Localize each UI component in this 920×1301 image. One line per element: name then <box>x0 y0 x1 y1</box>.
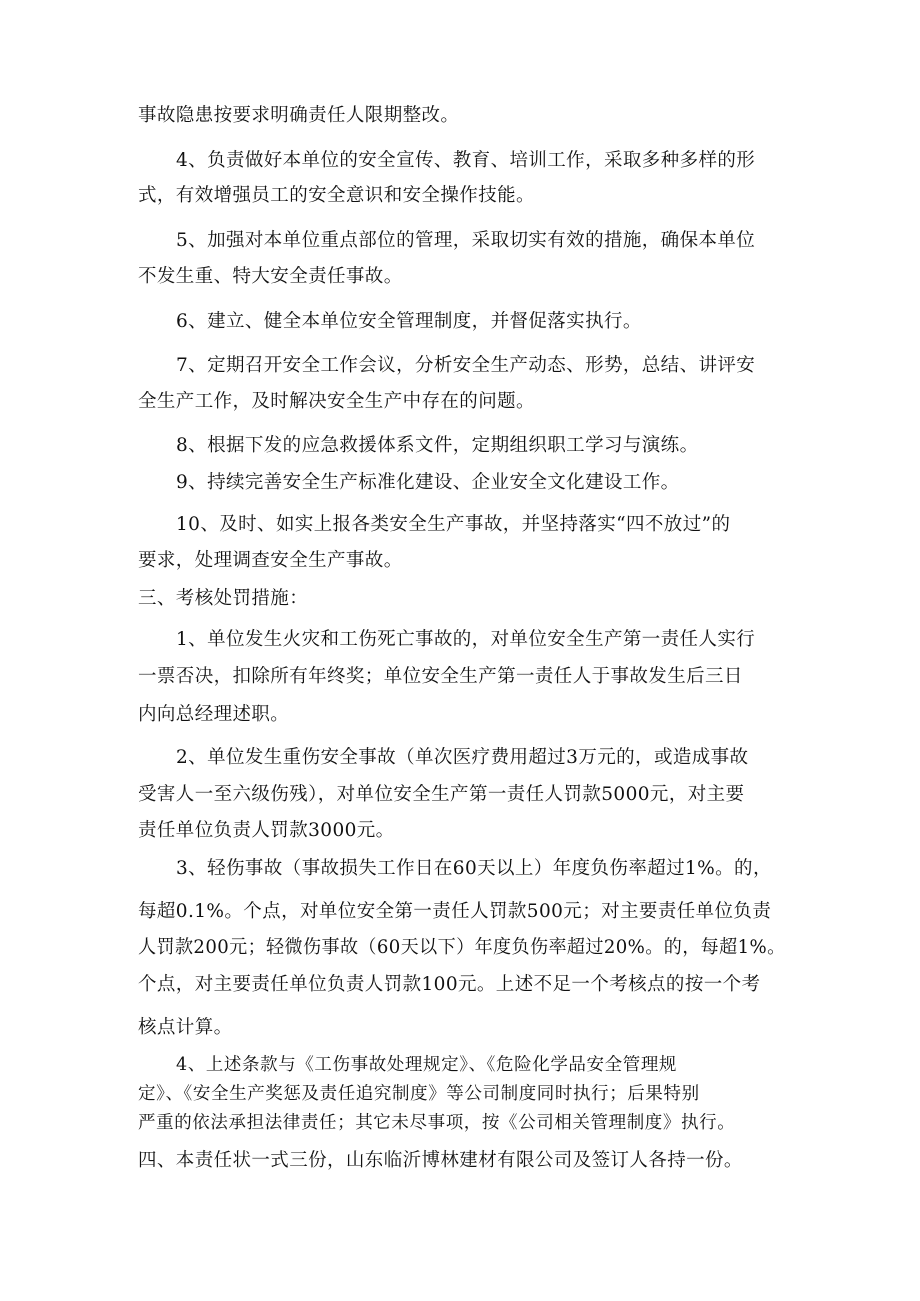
text-line: 8、根据下发的应急救援体系文件，定期组织职工学习与演练。 <box>176 435 699 456</box>
text-line: 人罚款200元；轻微伤事故（60天以下）年度负伤率超过20%。的，每超1%。 <box>138 937 786 958</box>
text-line: 核点计算。 <box>138 1017 233 1038</box>
text-line: 个点，对主要责任单位负责人罚款100元。上述不足一个考核点的按一个考 <box>138 974 761 995</box>
text-line: 全生产工作，及时解决安全生产中存在的问题。 <box>138 391 535 412</box>
text-line: 2、单位发生重伤安全事故（单次医疗费用超过3万元的，或造成事故 <box>176 747 749 768</box>
text-line: 7、定期召开安全工作会议，分析安全生产动态、形势，总结、讲评安 <box>176 355 756 376</box>
text-line: 事故隐患按要求明确责任人限期整改。 <box>138 105 460 126</box>
text-line: 9、持续完善安全生产标准化建设、企业安全文化建设工作。 <box>176 472 680 493</box>
text-line: 4、上述条款与《工伤事故处理规定》、《危险化学品安全管理规 <box>176 1055 678 1075</box>
text-line: 一票否决，扣除所有年终奖；单位安全生产第一责任人于事故发生后三日 <box>138 666 743 687</box>
text-line: 定》、《安全生产奖惩及责任追究制度》等公司制度同时执行；后果特别 <box>138 1084 700 1104</box>
text-line: 10、及时、如实上报各类安全生产事故，并坚持落实“四不放过”的 <box>176 514 731 535</box>
text-line: 3、轻伤事故（事故损失工作日在60天以上）年度负伤率超过1%。的， <box>176 858 772 879</box>
text-line: 不发生重、特大安全责任事故。 <box>138 266 403 287</box>
text-line: 5、加强对本单位重点部位的管理，采取切实有效的措施，确保本单位 <box>176 230 756 251</box>
text-line: 内向总经理述职。 <box>138 704 290 725</box>
text-line: 责任单位负责人罚款3000元。 <box>138 820 395 841</box>
section-heading: 三、考核处罚措施： <box>138 588 309 609</box>
text-line: 每超0.1%。个点，对单位安全第一责任人罚款500元；对主要责任单位负责 <box>138 901 772 922</box>
text-line: 1、单位发生火灾和工伤死亡事故的，对单位安全生产第一责任人实行 <box>176 629 756 650</box>
text-line: 式，有效增强员工的安全意识和安全操作技能。 <box>138 185 535 206</box>
text-line: 严重的依法承担法律责任；其它未尽事项，按《公司相关管理制度》执行。 <box>138 1113 736 1133</box>
text-line: 要求，处理调查安全生产事故。 <box>138 550 403 571</box>
section-heading: 四、本责任状一式三份，山东临沂博林建材有限公司及签订人各持一份。 <box>138 1150 743 1171</box>
text-line: 受害人一至六级伤残），对单位安全生产第一责任人罚款5000元，对主要 <box>138 784 745 805</box>
text-line: 4、负责做好本单位的安全宣传、教育、培训工作，采取多种多样的形 <box>176 150 756 171</box>
text-line: 6、建立、健全本单位安全管理制度，并督促落实执行。 <box>176 311 642 332</box>
